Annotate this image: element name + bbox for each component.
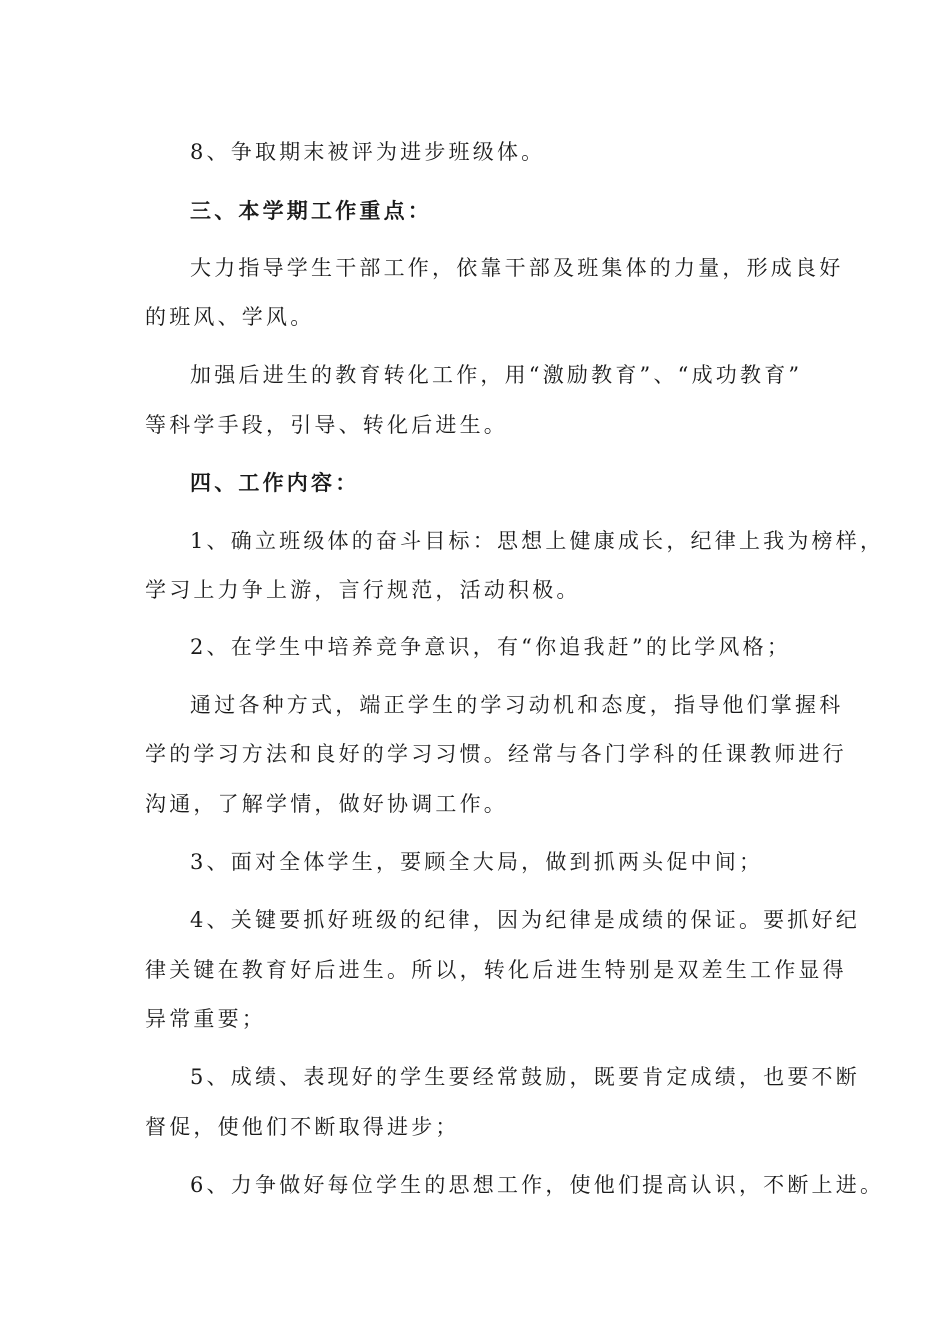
paragraph-line: 学习上力争上游，言行规范，活动积极。	[145, 578, 581, 602]
list-item-content-5: 5、成绩、表现好的学生要经常鼓励，既要肯定成绩，也要不断	[190, 1065, 860, 1089]
paragraph-line: 异常重要；	[145, 1007, 266, 1031]
paragraph-line: 沟通，了解学情，做好协调工作。	[145, 792, 508, 816]
list-item-content-2: 2、在学生中培养竞争意识，有“你追我赶”的比学风格；	[190, 635, 792, 659]
paragraph-line: 加强后进生的教育转化工作，用“激励教育”、“成功教育”	[190, 363, 803, 387]
section-heading-4: 四、工作内容：	[190, 470, 360, 495]
list-item-content-4: 4、关键要抓好班级的纪律，因为纪律是成绩的保证。要抓好纪	[190, 908, 860, 932]
paragraph-line: 大力指导学生干部工作，依靠干部及班集体的力量，形成良好	[190, 256, 844, 280]
list-item-content-6: 6、力争做好每位学生的思想工作，使他们提高认识，不断上进。	[190, 1173, 885, 1197]
paragraph-line: 等科学手段，引导、转化后进生。	[145, 413, 508, 437]
paragraph-line: 督促，使他们不断取得进步；	[145, 1115, 460, 1139]
list-item-content-1: 1、确立班级体的奋斗目标：思想上健康成长，纪律上我为榜样，	[190, 529, 885, 553]
paragraph-line: 通过各种方式，端正学生的学习动机和态度，指导他们掌握科	[190, 693, 844, 717]
paragraph-line: 的班风、学风。	[145, 305, 315, 329]
paragraph-line: 律关键在教育好后进生。所以，转化后进生特别是双差生工作显得	[145, 958, 847, 982]
list-item-goal-8: 8、争取期末被评为进步班级体。	[190, 140, 546, 164]
paragraph-line: 学的学习方法和良好的学习习惯。经常与各门学科的任课教师进行	[145, 742, 847, 766]
list-item-content-3: 3、面对全体学生，要顾全大局，做到抓两头促中间；	[190, 850, 764, 874]
section-heading-3: 三、本学期工作重点：	[190, 198, 432, 223]
